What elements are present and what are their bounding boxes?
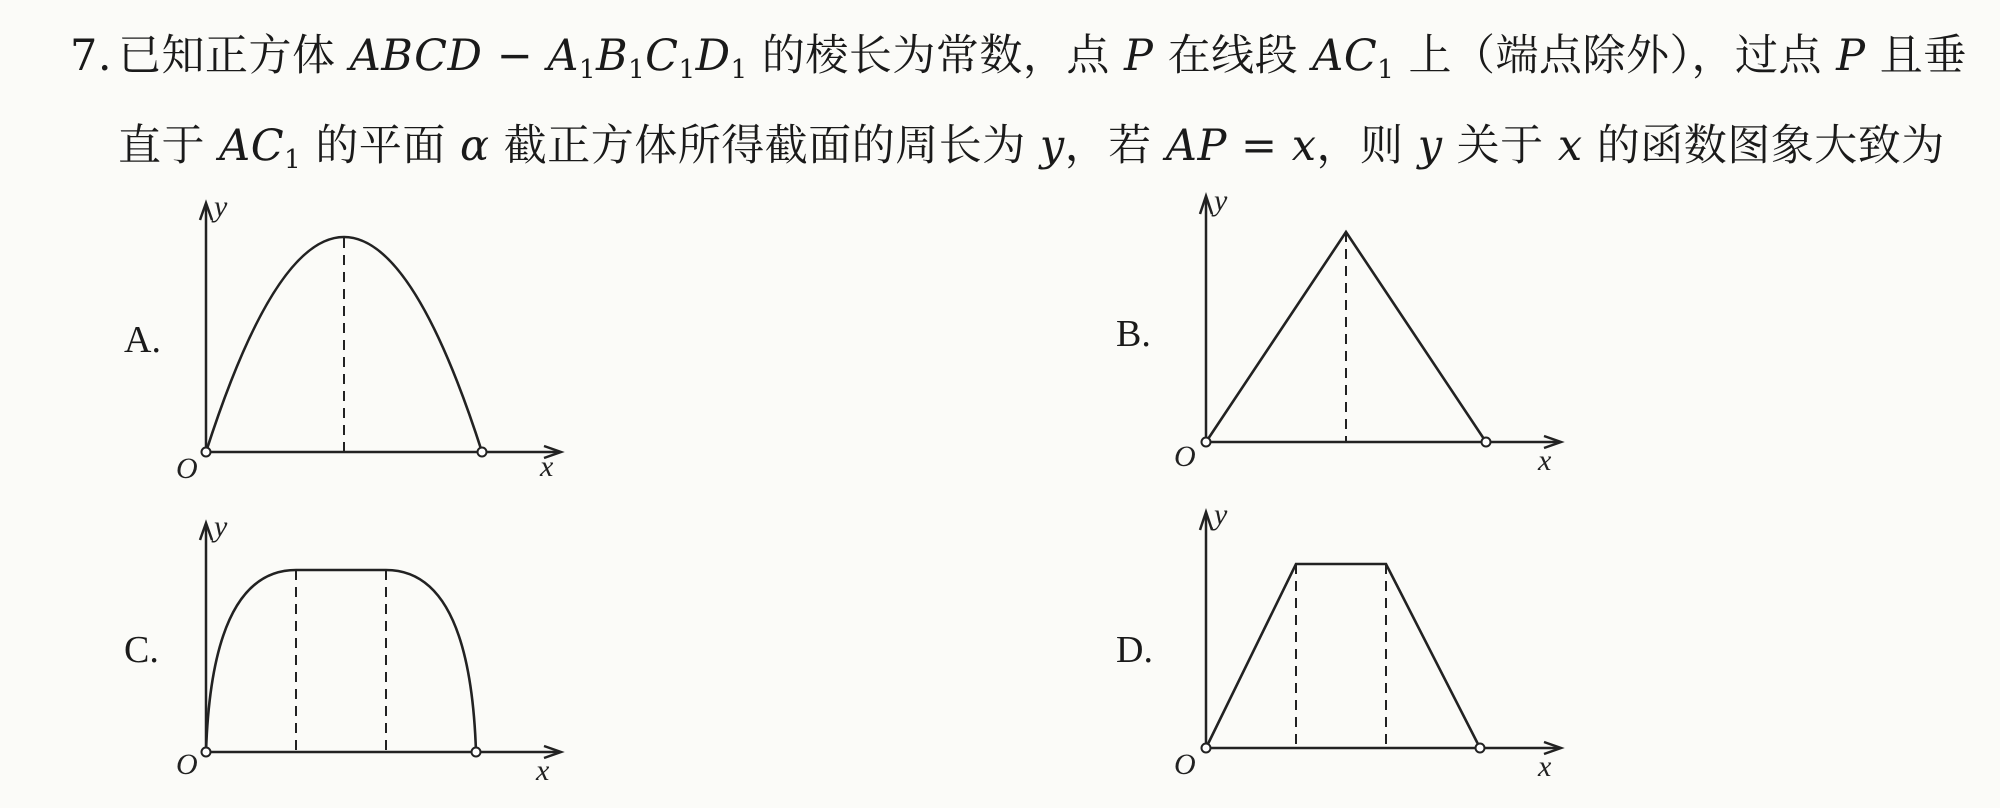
option-c-label: C. bbox=[124, 629, 159, 671]
q1-math: P bbox=[1124, 31, 1154, 81]
option-a-open-dot-start bbox=[202, 448, 211, 457]
q1-math: AC bbox=[1312, 31, 1378, 81]
option-a-graph bbox=[160, 190, 580, 485]
option-c-curve bbox=[206, 570, 476, 752]
option-c-x-label: x bbox=[536, 754, 550, 787]
option-c-open-dot-start bbox=[202, 748, 211, 757]
q2-subscript: 1 bbox=[284, 145, 302, 175]
option-d-x-label: x bbox=[1538, 750, 1552, 783]
q1-math: C bbox=[645, 31, 679, 81]
question-line-2 bbox=[118, 112, 1945, 175]
option-a-x-label: x bbox=[540, 450, 554, 483]
q2-text: ，若 bbox=[1064, 121, 1166, 171]
option-b-y-label: y bbox=[1214, 184, 1228, 217]
option-b-graph bbox=[1160, 184, 1580, 480]
option-c-open-dot-end bbox=[472, 748, 481, 757]
option-a-origin: O bbox=[176, 452, 198, 485]
q1-text: 且垂 bbox=[1865, 31, 1967, 81]
q2-math: AC bbox=[219, 121, 285, 171]
q1-subscript: 1 bbox=[578, 55, 597, 85]
q1-subscript: 1 bbox=[1377, 55, 1395, 85]
q1-math: D bbox=[695, 31, 731, 81]
option-d-label: D. bbox=[1116, 629, 1153, 671]
question-number: 7. bbox=[70, 31, 113, 81]
q2-math: AP bbox=[1165, 121, 1227, 171]
q2-text: 直于 bbox=[118, 121, 220, 171]
q2-math: y bbox=[1417, 121, 1443, 171]
q1-math: B bbox=[596, 31, 629, 81]
q1-subscript: 1 bbox=[628, 55, 646, 85]
q2-math: y bbox=[1039, 121, 1065, 171]
option-c-y-label: y bbox=[214, 510, 228, 543]
option-b-origin: O bbox=[1174, 440, 1196, 473]
q2-text: = bbox=[1226, 121, 1292, 171]
option-c-graph bbox=[160, 510, 580, 800]
q2-math: α bbox=[460, 121, 490, 171]
option-b-open-dot-end bbox=[1482, 438, 1491, 447]
option-c-origin: O bbox=[176, 748, 198, 781]
option-d-origin: O bbox=[1174, 748, 1196, 781]
q2-math: x bbox=[1291, 121, 1317, 171]
q2-text: 的函数图象大致为 bbox=[1582, 121, 1945, 171]
q1-math: A bbox=[547, 31, 579, 81]
option-d-open-dot-start bbox=[1202, 744, 1211, 753]
option-d-y-label: y bbox=[1214, 498, 1228, 531]
q1-math: ABCD bbox=[349, 31, 483, 81]
q2-text: 关于 bbox=[1442, 121, 1558, 171]
option-b-label: B. bbox=[1116, 313, 1151, 355]
q2-text: 截正方体所得截面的周长为 bbox=[489, 121, 1040, 171]
q1-text: − bbox=[482, 31, 548, 81]
q1-text: 的棱长为常数，点 bbox=[747, 31, 1124, 81]
q2-text: ，则 bbox=[1316, 121, 1418, 171]
q1-math: P bbox=[1836, 31, 1866, 81]
question-line-1 bbox=[70, 22, 1967, 85]
option-d-curve bbox=[1206, 564, 1480, 748]
option-b-open-dot-start bbox=[1202, 438, 1211, 447]
q2-math: x bbox=[1557, 121, 1583, 171]
option-a-y-label: y bbox=[214, 190, 228, 223]
question-text-1 bbox=[118, 31, 1967, 85]
q1-text: 上（端点除外），过点 bbox=[1394, 31, 1837, 81]
q1-text: 已知正方体 bbox=[118, 31, 350, 81]
q1-subscript: 1 bbox=[678, 55, 696, 85]
option-a-label: A. bbox=[124, 319, 161, 361]
option-d-graph bbox=[1160, 500, 1580, 790]
q1-subscript: 1 bbox=[730, 55, 748, 85]
option-d-open-dot-end bbox=[1476, 744, 1485, 753]
q2-text: 的平面 bbox=[301, 121, 461, 171]
q1-text: 在线段 bbox=[1153, 31, 1313, 81]
option-a-open-dot-end bbox=[478, 448, 487, 457]
option-b-x-label: x bbox=[1538, 444, 1552, 477]
